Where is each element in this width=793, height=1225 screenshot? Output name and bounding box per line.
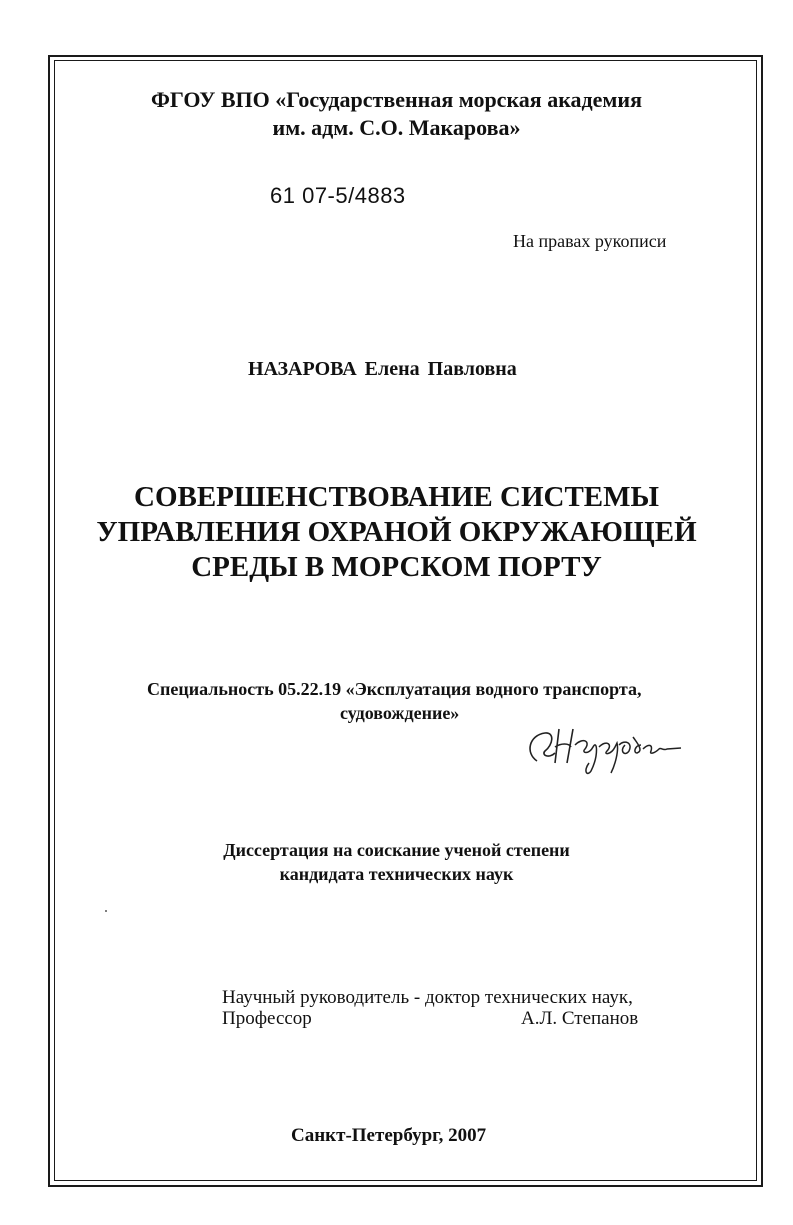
author-name: НАЗАРОВА Елена Павловна <box>248 358 517 380</box>
specialty-line-1: Специальность 05.22.19 «Эксплуатация водного транспорта, <box>147 679 642 699</box>
institution-line-1: ФГОУ ВПО «Государственная морская академия <box>151 87 642 112</box>
svg-text:Назарова: Назарова <box>515 715 519 716</box>
author-signature <box>515 715 685 785</box>
scan-speck <box>105 910 107 912</box>
specialty-line-2: судовождение» <box>340 703 460 723</box>
thesis-title-line-3: СРЕДЫ В МОРСКОМ ПОРТУ <box>191 551 602 583</box>
institution-line-2: им. адм. С.О. Макарова» <box>272 115 521 140</box>
advisor-role: Научный руководитель - доктор технических наук, <box>222 987 633 1008</box>
degree-line-1: Диссертация на соискание ученой степени <box>223 840 570 860</box>
thesis-title-line-1: СОВЕРШЕНСТВОВАНИЕ СИСТЕМЫ <box>134 481 659 513</box>
rights-note: На правах рукописи <box>513 231 667 251</box>
advisor-rank: Профессор <box>222 1008 312 1029</box>
degree-line-2: кандидата технических наук <box>279 864 514 884</box>
advisor-name: А.Л. Степанов <box>521 1008 639 1029</box>
page-border-inner <box>54 60 757 1181</box>
catalog-number: 61 07-5/4883 <box>270 183 406 208</box>
thesis-title-line-2: УПРАВЛЕНИЯ ОХРАНОЙ ОКРУЖАЮЩЕЙ <box>96 516 697 548</box>
city-year: Санкт-Петербург, 2007 <box>291 1125 487 1146</box>
